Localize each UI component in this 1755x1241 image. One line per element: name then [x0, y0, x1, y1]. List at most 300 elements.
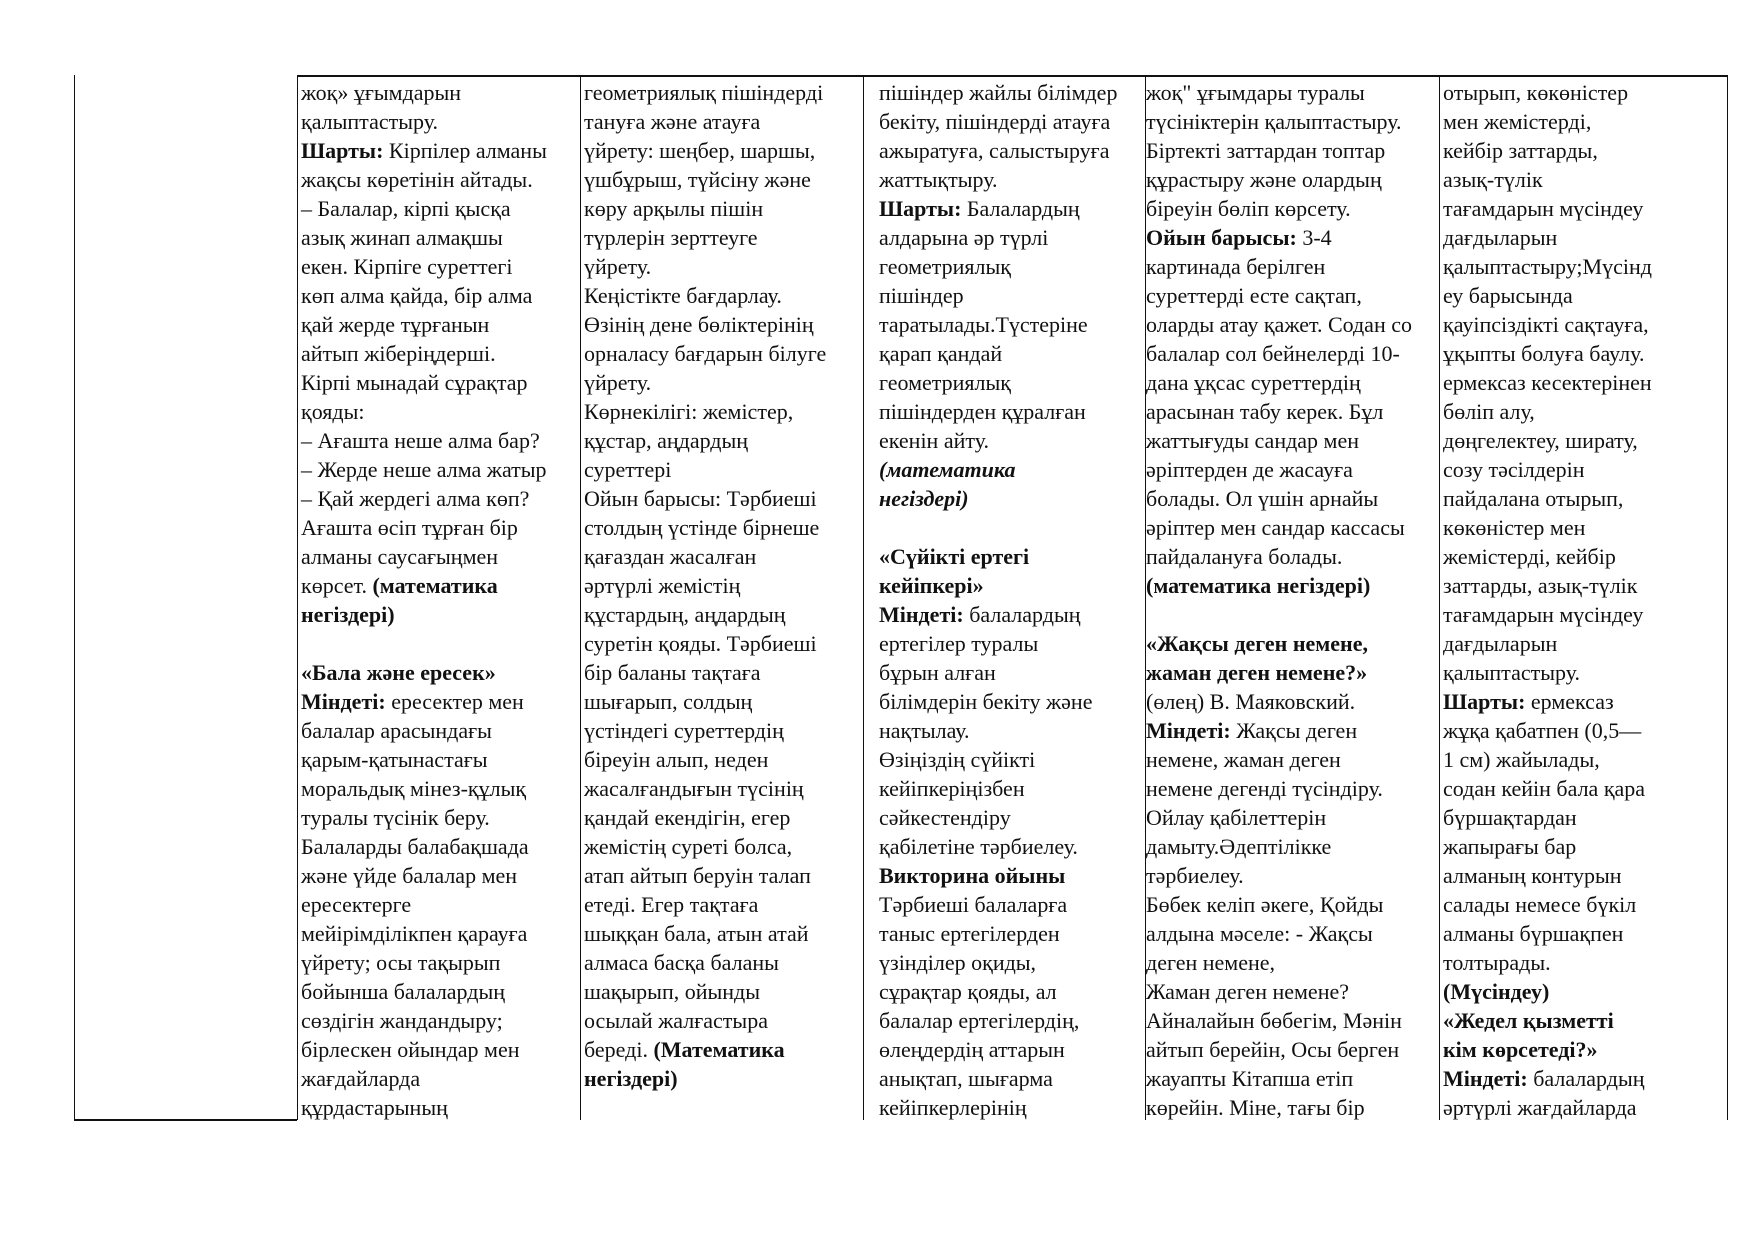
line-text: жасалғандығын түсінің	[584, 776, 804, 801]
text-line	[879, 165, 1117, 194]
text-line	[301, 165, 547, 194]
text-line	[584, 223, 826, 252]
line-text: дағдыларын	[1443, 631, 1558, 656]
table-column-5	[1443, 78, 1652, 1122]
line-text: жауапты Кітапша етіп	[1146, 1066, 1354, 1091]
text-line	[301, 339, 547, 368]
text-line	[1146, 977, 1412, 1006]
text-line	[1443, 1035, 1652, 1064]
line-text: қалыптастыру.	[301, 109, 438, 134]
column-divider-3	[863, 75, 864, 1120]
line-text: шақырып, ойынды	[584, 979, 761, 1004]
text-line	[1146, 658, 1412, 687]
line-bold-text: (математика	[879, 457, 1016, 482]
text-line	[1443, 919, 1652, 948]
line-text: бойынша балалардың	[301, 979, 506, 1004]
line-text: үйрету: шеңбер, шаршы,	[584, 138, 816, 163]
text-line	[1443, 745, 1652, 774]
text-line	[584, 658, 826, 687]
text-line	[1146, 919, 1412, 948]
line-text: азық-түлік	[1443, 167, 1543, 192]
text-line	[879, 426, 1117, 455]
text-line	[1146, 861, 1412, 890]
line-text: қауіпсіздікті сақтауға,	[1443, 312, 1649, 337]
text-line	[1146, 1035, 1412, 1064]
text-line	[879, 658, 1117, 687]
line-bold-text: жаман деген немене?»	[1146, 660, 1368, 685]
text-line	[1146, 107, 1412, 136]
text-line	[1443, 484, 1652, 513]
line-text: пішіндерден құралған	[879, 399, 1086, 424]
text-line	[879, 223, 1117, 252]
line-text: алмаса басқа баланы	[584, 950, 779, 975]
text-line	[1443, 136, 1652, 165]
line-text: дана ұқсас суреттердің	[1146, 370, 1361, 395]
line-text: столдың үстінде бірнеше	[584, 515, 820, 540]
line-text: еу барысында	[1443, 283, 1573, 308]
text-line	[301, 687, 547, 716]
line-text: дағдыларын	[1443, 225, 1558, 250]
text-line	[301, 1006, 547, 1035]
text-line	[1443, 339, 1652, 368]
line-text: (өлең) В. Маяковский.	[1146, 689, 1356, 714]
text-line	[584, 948, 826, 977]
line-text: алманы бүршақпен	[1443, 921, 1624, 946]
line-text: дамыту.Әдептілікке	[1146, 834, 1332, 859]
text-line	[1146, 78, 1412, 107]
text-line	[879, 310, 1117, 339]
line-bold-text: негіздері)	[584, 1066, 678, 1091]
text-line	[879, 832, 1117, 861]
text-line	[1443, 658, 1652, 687]
line-text: таныс ертегілерден	[879, 921, 1060, 946]
text-line	[301, 919, 547, 948]
text-line	[1443, 107, 1652, 136]
text-line	[879, 194, 1117, 223]
line-text: бірлескен ойындар мен	[301, 1037, 520, 1062]
text-line	[879, 339, 1117, 368]
line-text: өлеңдердің аттарын	[879, 1037, 1065, 1062]
text-line	[301, 658, 547, 687]
table-column-1	[301, 78, 547, 1122]
line-bold-text: негіздері)	[879, 486, 969, 511]
line-text: кейіпкерлерінің	[879, 1095, 1027, 1120]
text-line	[879, 542, 1117, 571]
text-line	[301, 426, 547, 455]
text-line	[1146, 1093, 1412, 1122]
text-line	[1443, 1064, 1652, 1093]
line-text: картинада берілген	[1146, 254, 1326, 279]
line-text: тағамдарын мүсіндеу	[1443, 196, 1644, 221]
line-text: алманы саусағыңмен	[301, 544, 499, 569]
line-text: қалыптастыру;Мүсінд	[1443, 254, 1652, 279]
line-text: ермексаз	[1530, 689, 1614, 714]
text-line	[301, 600, 547, 629]
text-line	[1146, 194, 1412, 223]
text-line	[584, 571, 826, 600]
text-line	[1146, 455, 1412, 484]
text-line	[301, 1035, 547, 1064]
text-line	[879, 455, 1117, 484]
text-line	[1146, 281, 1412, 310]
text-line	[584, 513, 826, 542]
line-text: Ағашта өсіп тұрған бір	[301, 515, 518, 540]
line-bold-text: «Бала және ересек»	[301, 660, 496, 685]
text-line	[301, 629, 547, 658]
text-line	[301, 136, 547, 165]
line-text: үйрету; осы тақырып	[301, 950, 501, 975]
text-line	[879, 861, 1117, 890]
text-line	[301, 252, 547, 281]
text-line	[1146, 513, 1412, 542]
line-text: көру арқылы пішін	[584, 196, 764, 221]
text-line	[584, 78, 826, 107]
text-line	[584, 136, 826, 165]
line-text: – Балалар, кірпі қысқа	[301, 196, 511, 221]
text-line	[584, 397, 826, 426]
line-bold-text: Міндеті:	[879, 602, 970, 627]
line-text: Кеңістікте бағдарлау.	[584, 283, 782, 308]
line-text: әртүрлі жағдайларда	[1443, 1095, 1637, 1120]
text-line	[1443, 78, 1652, 107]
text-line	[879, 745, 1117, 774]
line-text: болады. Ол үшін арнайы	[1146, 486, 1379, 511]
line-text: екен. Кірпіге суреттегі	[301, 254, 513, 279]
line-text: – Жерде неше алма жатыр	[301, 457, 547, 482]
line-text: Жаман деген немене?	[1146, 979, 1349, 1004]
line-text: – Қай жердегі алма көп?	[301, 486, 530, 511]
text-line	[584, 426, 826, 455]
line-text: жемістің суреті болса,	[584, 834, 793, 859]
text-line	[301, 977, 547, 1006]
text-line	[1443, 687, 1652, 716]
line-text: құрдастарының	[301, 1095, 448, 1120]
line-bold-text: негіздері)	[301, 602, 395, 627]
line-text: сөздігін жандандыру;	[301, 1008, 503, 1033]
line-text: жоқ» ұғымдарын	[301, 80, 462, 105]
text-line	[1146, 542, 1412, 571]
text-line	[584, 165, 826, 194]
line-text: геометриялық пішіндерді	[584, 80, 824, 105]
text-line	[1443, 368, 1652, 397]
line-text: қай жерде тұрғанын	[301, 312, 490, 337]
text-line	[301, 890, 547, 919]
line-text: жұқа қабатпен (0,5—	[1443, 718, 1642, 743]
line-text: суреттерді есте сақтап,	[1146, 283, 1362, 308]
line-text: суретін қояды. Тәрбиеші	[584, 631, 817, 656]
line-text: моральдық мінез-құлық	[301, 776, 527, 801]
line-text: толтырады.	[1443, 950, 1551, 975]
line-text: және үйде балалар мен	[301, 863, 518, 888]
text-line	[1443, 426, 1652, 455]
text-line	[879, 78, 1117, 107]
line-text: құрастыру және олардың	[1146, 167, 1382, 192]
text-line	[1443, 223, 1652, 252]
table-column-4	[1146, 78, 1412, 1122]
line-text: шығарып, солдың	[584, 689, 753, 714]
line-text: жаттығуды сандар мен	[1146, 428, 1360, 453]
line-text: көрейін. Міне, тағы бір	[1146, 1095, 1365, 1120]
line-text: жағдайларда	[301, 1066, 421, 1091]
text-line	[1443, 629, 1652, 658]
text-line	[879, 484, 1117, 513]
line-text: үйрету.	[584, 370, 652, 395]
line-bold-text: Шарты:	[879, 196, 967, 221]
line-text: суреттері	[584, 457, 672, 482]
line-text: кейбір заттарды,	[1443, 138, 1598, 163]
text-line	[1146, 948, 1412, 977]
line-text: Кірпі мынадай сұрақтар	[301, 370, 528, 395]
line-text: бекіту, пішіндерді атауға	[879, 109, 1111, 134]
line-text: Өзіңіздің сүйікті	[879, 747, 1036, 772]
text-line	[584, 803, 826, 832]
line-text: айтып берейін, Осы берген	[1146, 1037, 1400, 1062]
text-line	[1443, 1093, 1652, 1122]
column-divider-1	[297, 75, 298, 1120]
line-text: қояды:	[301, 399, 365, 424]
text-line	[879, 919, 1117, 948]
line-text: ересектер мен	[391, 689, 524, 714]
line-text: кейіпкеріңізбен	[879, 776, 1025, 801]
line-text: құстар, аңдардың	[584, 428, 749, 453]
text-line	[301, 455, 547, 484]
line-text: балалар сол бейнелерді 10-	[1146, 341, 1400, 366]
column-divider-6	[1727, 75, 1728, 1120]
line-text: алдына мәселе: - Жақсы	[1146, 921, 1373, 946]
text-line	[1443, 165, 1652, 194]
line-text: мейірімділікпен қарауға	[301, 921, 528, 946]
line-text: Балалардың	[966, 196, 1080, 221]
text-line	[879, 571, 1117, 600]
text-line	[1443, 832, 1652, 861]
line-bold-text: Викторина ойыны	[879, 863, 1066, 888]
line-text: жемістерді, кейбір	[1443, 544, 1616, 569]
text-line	[584, 629, 826, 658]
line-text: пішіндер	[879, 283, 964, 308]
text-line	[1146, 252, 1412, 281]
left-column-border	[74, 75, 75, 1120]
line-text: береді.	[584, 1037, 654, 1062]
line-text: Ойын барысы: Тәрбиеші	[584, 486, 817, 511]
text-line	[584, 861, 826, 890]
line-text: қандай екендігін, егер	[584, 805, 791, 830]
line-text: үшбұрыш, түйсіну және	[584, 167, 811, 192]
line-text: Тәрбиеші балаларға	[879, 892, 1068, 917]
text-line	[1146, 832, 1412, 861]
text-line	[879, 687, 1117, 716]
text-line	[879, 281, 1117, 310]
line-text: Бөбек келіп әкеге, Қойды	[1146, 892, 1384, 917]
text-line	[1443, 600, 1652, 629]
text-line	[301, 803, 547, 832]
line-text: Өзінің дене бөліктерінің	[584, 312, 814, 337]
line-text: Көрнекілігі: жемістер,	[584, 399, 794, 424]
line-bold-text: Міндеті:	[301, 689, 392, 714]
text-line	[1146, 426, 1412, 455]
text-line	[584, 832, 826, 861]
line-text: біреуін бөліп көрсету.	[1146, 196, 1351, 221]
text-line	[1146, 803, 1412, 832]
line-text: алманың контурын	[1443, 863, 1622, 888]
text-line	[1443, 310, 1652, 339]
line-text: ересектерге	[301, 892, 412, 917]
line-text: әріптерден де жасауға	[1146, 457, 1353, 482]
text-line	[879, 890, 1117, 919]
text-line	[584, 977, 826, 1006]
line-text: бір баланы тақтаға	[584, 660, 761, 685]
text-line	[879, 368, 1117, 397]
text-line	[1443, 194, 1652, 223]
line-text: Балаларды балабақшада	[301, 834, 529, 859]
line-bold-text: (Математика	[653, 1037, 785, 1062]
text-line	[301, 78, 547, 107]
text-line	[584, 281, 826, 310]
line-text: әртүрлі жемістің	[584, 573, 741, 598]
line-text: содан кейін бала қара	[1443, 776, 1646, 801]
line-text: қабілетіне тәрбиелеу.	[879, 834, 1078, 859]
text-line	[301, 1064, 547, 1093]
text-line	[1443, 716, 1652, 745]
line-text: айтып жіберіңдерші.	[301, 341, 496, 366]
text-line	[301, 194, 547, 223]
line-text: деген немене,	[1146, 950, 1275, 975]
line-text: геометриялық	[879, 370, 1011, 395]
text-line	[301, 716, 547, 745]
line-bold-text: (математика негіздері)	[1146, 573, 1371, 598]
text-line	[879, 252, 1117, 281]
text-line	[1146, 397, 1412, 426]
line-text: немене, жаман деген	[1146, 747, 1341, 772]
text-line	[879, 136, 1117, 165]
line-text: осылай жалғастыра	[584, 1008, 768, 1033]
line-text: алдарына әр түрлі	[879, 225, 1049, 250]
text-line	[1146, 716, 1412, 745]
text-line	[584, 1064, 826, 1093]
line-text: екенін айту.	[879, 428, 989, 453]
line-text: түрлерін зерттеуге	[584, 225, 758, 250]
text-line	[1146, 310, 1412, 339]
text-line	[1146, 629, 1412, 658]
text-line	[879, 1035, 1117, 1064]
line-text: дөңгелектеу, ширату,	[1443, 428, 1638, 453]
text-line	[879, 948, 1117, 977]
line-text: 3-4	[1302, 225, 1332, 250]
text-line	[584, 919, 826, 948]
line-text: түсініктерін қалыптастыру.	[1146, 109, 1402, 134]
text-line	[879, 629, 1117, 658]
line-text: Айналайын бөбегім, Мәнін	[1146, 1008, 1402, 1033]
line-bold-text: Міндеті:	[1146, 718, 1237, 743]
text-line	[301, 542, 547, 571]
line-text: ертегілер туралы	[879, 631, 1039, 656]
text-line	[879, 977, 1117, 1006]
text-line	[1146, 484, 1412, 513]
line-text: қарап қандай	[879, 341, 1003, 366]
line-text: үзінділер оқиды,	[879, 950, 1037, 975]
line-text: оларды атау қажет. Содан со	[1146, 312, 1412, 337]
line-text: анықтап, шығарма	[879, 1066, 1053, 1091]
table-column-3	[879, 78, 1117, 1122]
text-line	[1146, 368, 1412, 397]
text-line	[301, 310, 547, 339]
line-text: сәйкестендіру	[879, 805, 1011, 830]
text-line	[1443, 774, 1652, 803]
line-text: әріптер мен сандар кассасы	[1146, 515, 1405, 540]
line-text: Жақсы деген	[1236, 718, 1358, 743]
line-text: – Ағашта неше алма бар?	[301, 428, 540, 453]
text-line	[879, 397, 1117, 426]
text-line	[1146, 339, 1412, 368]
line-text: арасынан табу керек. Бұл	[1146, 399, 1384, 424]
text-line	[584, 600, 826, 629]
line-text: ермексаз кесектерінен	[1443, 370, 1652, 395]
text-line	[584, 687, 826, 716]
line-text: мен жемістерді,	[1443, 109, 1592, 134]
line-text: етеді. Егер тақтаға	[584, 892, 759, 917]
text-line	[879, 774, 1117, 803]
text-line	[301, 484, 547, 513]
line-text: туралы түсінік беру.	[301, 805, 490, 830]
text-line	[1146, 223, 1412, 252]
line-text: тағамдарын мүсіндеу	[1443, 602, 1644, 627]
line-text: құстардың, аңдардың	[584, 602, 786, 627]
text-line	[1443, 977, 1652, 1006]
text-line	[1443, 542, 1652, 571]
line-text: Ойлау қабілеттерін	[1146, 805, 1327, 830]
table-bottom-border	[74, 1119, 297, 1121]
line-text: қарым-қатынастағы	[301, 747, 488, 772]
line-bold-text: «Сүйікті ертегі	[879, 544, 1030, 569]
line-text: Кірпілер алманы	[388, 138, 547, 163]
text-line	[1146, 687, 1412, 716]
line-text: азық жинап алмақшы	[301, 225, 503, 250]
text-line	[879, 1093, 1117, 1122]
line-text: атап айтып беруін талап	[584, 863, 811, 888]
text-line	[1443, 948, 1652, 977]
text-line	[1146, 136, 1412, 165]
line-text: көрсет.	[301, 573, 373, 598]
text-line	[301, 745, 547, 774]
line-text: пайдалануға болады.	[1146, 544, 1343, 569]
text-line	[584, 774, 826, 803]
line-text: пішіндер жайлы білімдер	[879, 80, 1118, 105]
line-text: Біртекті заттардан топтар	[1146, 138, 1386, 163]
line-text: нақтылау.	[879, 718, 970, 743]
column-divider-5	[1439, 75, 1440, 1120]
text-line	[879, 513, 1117, 542]
line-bold-text: (Мүсіндеу)	[1443, 979, 1550, 1004]
text-line	[584, 745, 826, 774]
text-line	[584, 368, 826, 397]
text-line	[879, 716, 1117, 745]
line-text: тәрбиелеу.	[1146, 863, 1244, 888]
text-line	[1443, 861, 1652, 890]
line-text: қалыптастыру.	[1443, 660, 1580, 685]
text-line	[301, 223, 547, 252]
text-line	[301, 861, 547, 890]
text-line	[1146, 1006, 1412, 1035]
line-text: тануға және атауға	[584, 109, 761, 134]
line-text: ұқыпты болуға баулу.	[1443, 341, 1645, 366]
text-line	[584, 1035, 826, 1064]
text-line	[301, 513, 547, 542]
text-line	[584, 542, 826, 571]
line-text: таратылады.Түстеріне	[879, 312, 1088, 337]
table-top-border	[297, 75, 1727, 77]
line-text: көп алма қайда, бір алма	[301, 283, 533, 308]
text-line	[584, 339, 826, 368]
text-line	[301, 571, 547, 600]
